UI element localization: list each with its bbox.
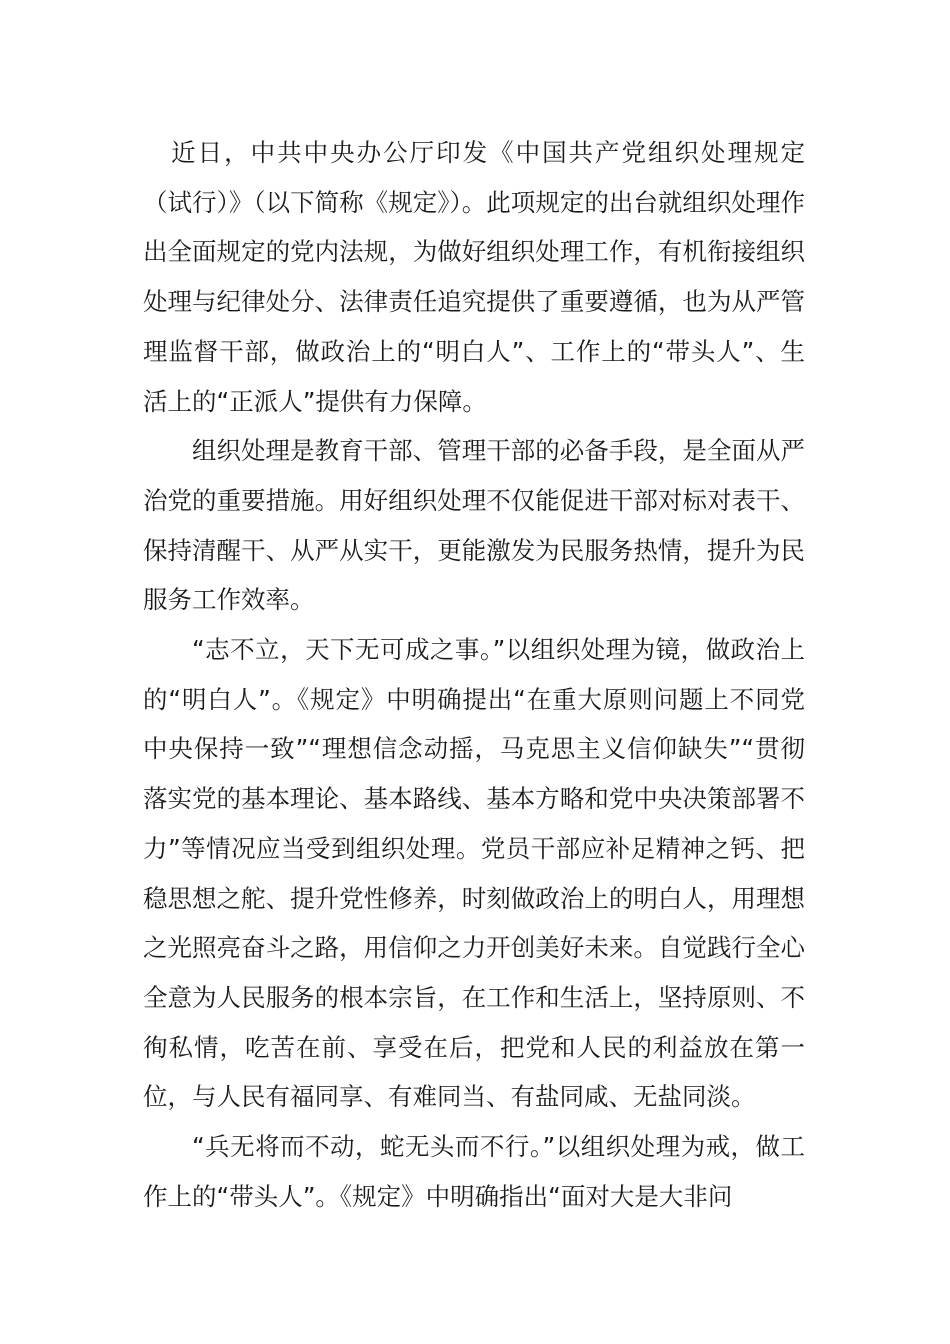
paragraph-political-clarity: “志不立，天下无可成之事。”以组织处理为镜，做政治上的“明白人”。《规定》中明确提出“在重大原则问题上不同党中央保持一致”“理想信念动摇，马克思主义信仰缺失”“贯彻落实党的基本理论、基本路线、基本方略和党中央决策部署不力”等情况应当受到组织处理。党员干部应补足精神之钙、把稳思想之舵、提升党性修养，时刻做政治上的明白人，用理想之光照亮奋斗之路，用信仰之力开创美好未来。自觉践行全心全意为人民服务的根本宗旨，在工作和生活上，坚持原则、不徇私情，吃苦在前、享受在后，把党和人民的利益放在第一位，与人民有福同享、有难同当、有盐同咸、无盐同淡。 — [143, 635, 805, 1112]
paragraph-organizational-handling: 组织处理是教育干部、管理干部的必备手段，是全面从严治党的重要措施。用好组织处理不仅能促进干部对标对表干、保持清醒干、从严从实干，更能激发为民服务热情，提升为民服务工作效率。 — [143, 436, 805, 615]
document-body — [143, 128, 805, 1221]
paragraph-work-leader: “兵无将而不动，蛇无头而不行。”以组织处理为戒，做工作上的“带头人”。《规定》中明确指出“面对大是大非问 — [143, 1132, 805, 1211]
paragraph-intro: 近日，中共中央办公厅印发《中国共产党组织处理规定（试行）》（以下简称《规定》）。此项规定的出台就组织处理作出全面规定的党内法规，为做好组织处理工作，有机衔接组织处理与纪律处分、法律责任追究提供了重要遵循，也为从严管理监督干部，做政治上的“明白人”、工作上的“带头人”、生活上的“正派人”提供有力保障。 — [143, 138, 805, 416]
